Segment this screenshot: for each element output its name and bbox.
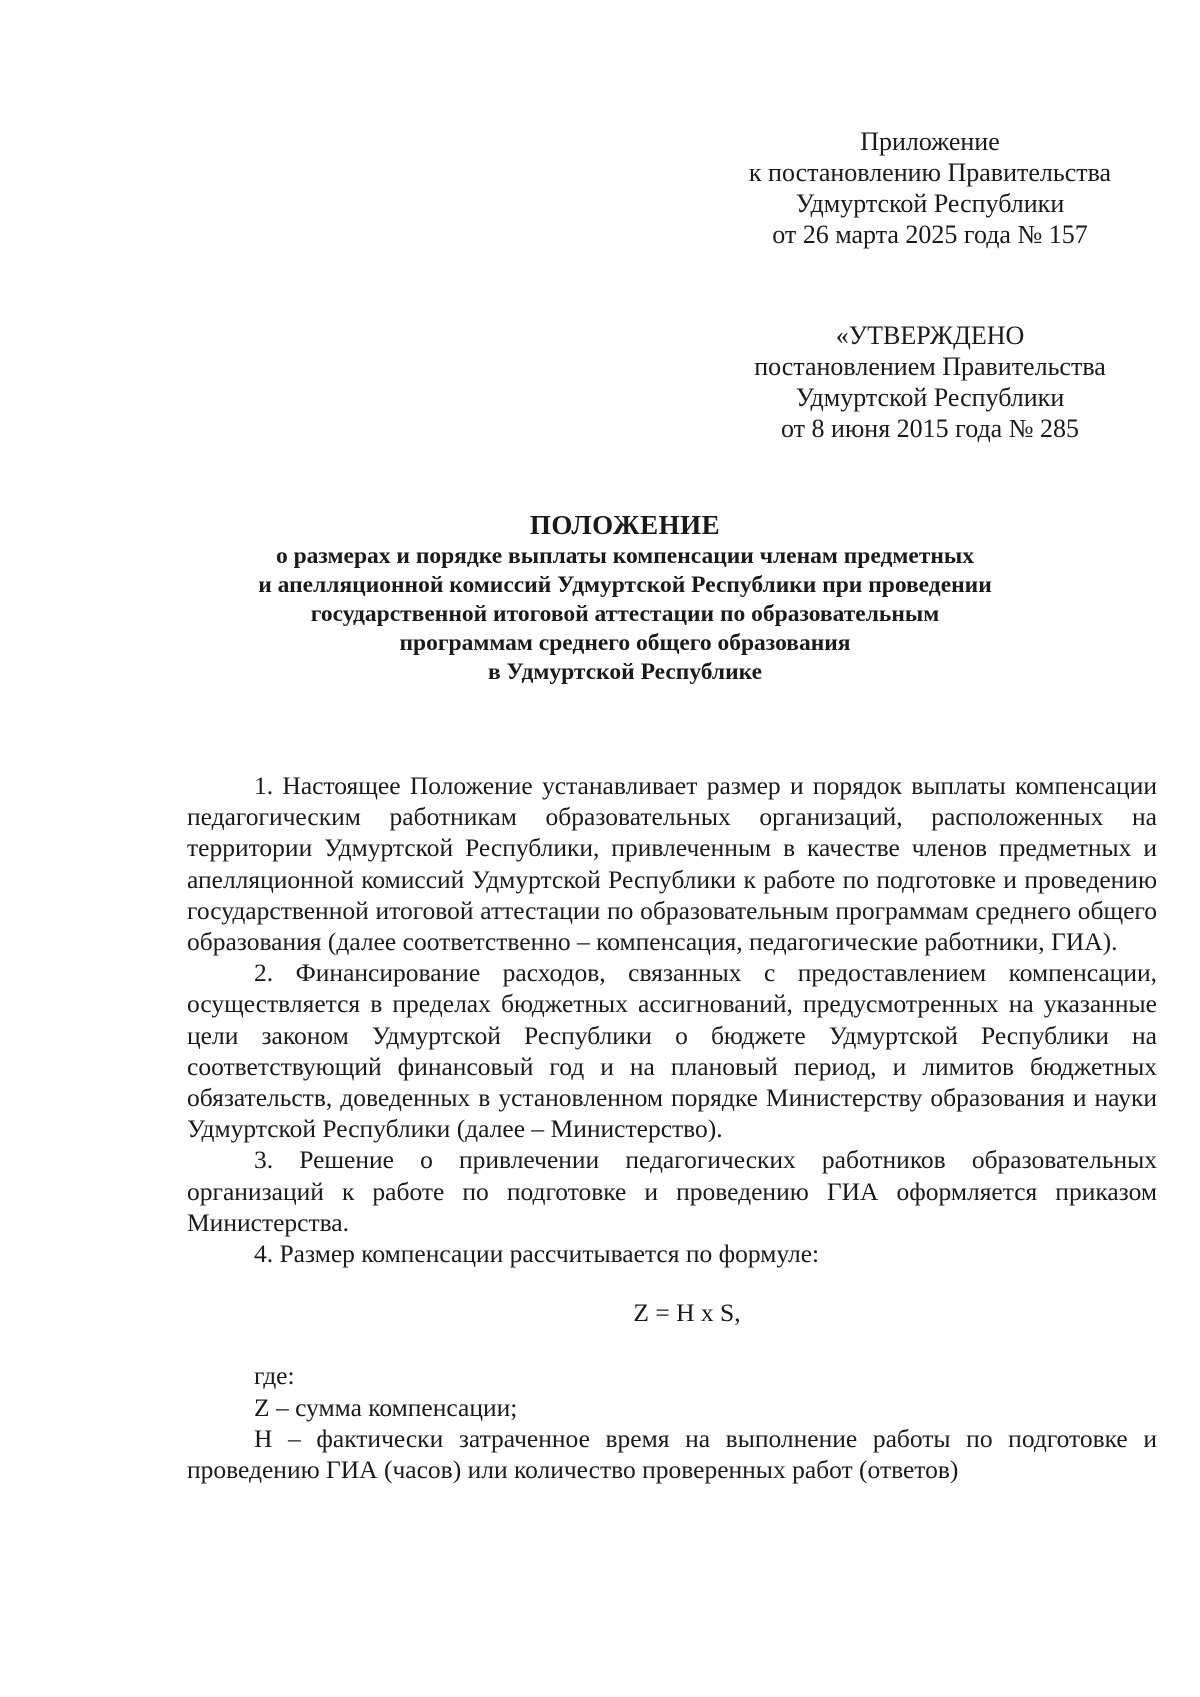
appendix-authority: Удмуртской Республики xyxy=(795,189,1065,218)
approved-label: «УТВЕРЖДЕНО xyxy=(835,321,1025,350)
document-title-block xyxy=(150,508,1100,687)
appendix-reference: к постановлению Правительства xyxy=(748,158,1112,187)
paragraph-3: 3. Решение о привлечении педагогических работников образовательных организаций к работе по подготовке и проведению ГИА оформляется приказом Министерства. xyxy=(187,1145,1157,1237)
paragraph-1: 1. Настоящее Положение устанавливает размер и порядок выплаты компенсации педагогическим работникам образовательных организаций, расположенных на территории Удмуртской Республики, привлеченным в качестве членов предметных и апелляционной комиссий Удмуртской Республики к работе по подготовке и проведению государственной итоговой аттестации по образовательным программам среднего общего образования (далее соответственно – компенсация, педагогические работники, ГИА). xyxy=(187,771,1157,957)
document-heading: ПОЛОЖЕНИЕ xyxy=(529,510,721,540)
approved-authority: Удмуртской Республики xyxy=(795,383,1065,412)
document-subtitle-line-5: в Удмуртской Республике xyxy=(487,659,763,685)
appendix-title: Приложение xyxy=(860,127,1000,156)
formula-where-label: где: xyxy=(254,1361,295,1391)
document-subtitle-line-3: государственной итоговой аттестации по образовательным xyxy=(310,601,940,627)
paragraph-2: 2. Финансирование расходов, связанных с предоставлением компенсации, осуществляется в пределах бюджетных ассигнований, предусмотренных на указанные цели законом Удмуртской Республики о бюджете Удмуртской Республики на соответствующий финансовый год и на плановый период, и лимитов бюджетных обязательств, доведенных в установленном порядке Министерству образования и науки Удмуртской Республики (далее – Министерство). xyxy=(187,958,1157,1144)
document-body xyxy=(187,770,1157,1485)
definition-h: H – фактически затраченное время на выполнение работы по подготовке и проведению ГИА (часов) или количество проверенных работ (ответов) xyxy=(187,1423,1157,1485)
approved-reference: постановлением Правительства xyxy=(754,352,1106,381)
definition-z: Z – сумма компенсации; xyxy=(254,1392,518,1422)
appendix-date-number: от 26 марта 2025 года № 157 xyxy=(772,220,1088,249)
document-subtitle-line-4: программам среднего общего образования xyxy=(399,630,851,656)
document-subtitle-line-2: и апелляционной комиссий Удмуртской Республики при проведении xyxy=(258,572,992,598)
appendix-stamp xyxy=(700,126,1160,250)
document-subtitle-line-1: о размерах и порядке выплаты компенсации членам предметных xyxy=(275,543,975,569)
approved-stamp xyxy=(700,320,1160,444)
compensation-formula: Z = H x S, xyxy=(633,1298,741,1328)
paragraph-4: 4. Размер компенсации рассчитывается по формуле: xyxy=(254,1239,820,1269)
approved-date-number: от 8 июня 2015 года № 285 xyxy=(780,414,1080,443)
